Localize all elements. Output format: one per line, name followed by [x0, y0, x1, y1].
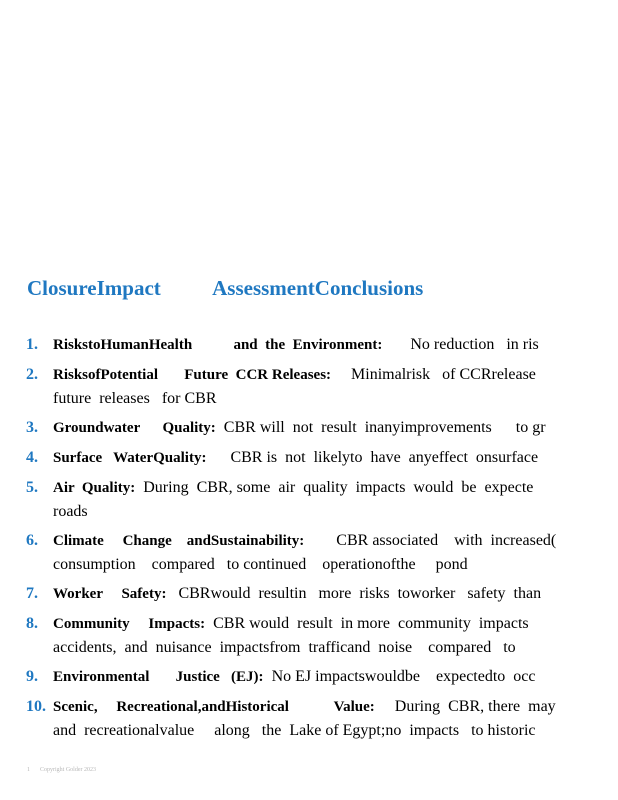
item-text: CBR will not result inanyimprovements to gr: [215, 419, 546, 436]
list-item: [0, 446, 618, 470]
item-continuation: roads: [53, 503, 88, 520]
item-text: CBRwould resultin more risks toworker safety than: [166, 585, 542, 602]
item-title: Air Quality:: [53, 480, 136, 496]
list-item: [0, 476, 618, 523]
item-line: [0, 333, 618, 357]
item-text: No EJ impactswouldbe expectedto occ: [263, 668, 536, 685]
item-line: [0, 446, 618, 470]
item-title: Groundwater Quality:: [53, 420, 216, 436]
item-number: 5.: [26, 479, 38, 496]
item-title: Worker Safety:: [53, 586, 167, 602]
item-continuation: and recreationalvalue along the Lake of Egypt;no impacts to historic: [53, 722, 536, 739]
item-line: [0, 612, 618, 636]
item-number: 7.: [26, 585, 38, 602]
item-title: Scenic, Recreational,andHistorical Value:: [53, 699, 375, 715]
list-item: [0, 695, 618, 742]
page-number: 1: [27, 767, 30, 773]
item-line: [0, 695, 618, 719]
item-title: Climate Change andSustainability:: [53, 533, 305, 549]
item-continuation: consumption compared to continued operationofthe pond: [53, 556, 468, 573]
item-text: During CBR, there may: [374, 698, 556, 715]
list-item: [0, 529, 618, 576]
item-number: 9.: [26, 668, 38, 685]
item-number: 8.: [26, 615, 38, 632]
item-line: [0, 529, 618, 553]
item-title: Environmental Justice (EJ):: [53, 669, 264, 685]
item-text: Minimalrisk of CCRrelease: [331, 366, 536, 383]
list-item: [0, 416, 618, 440]
item-text: CBR is not likelyto have anyeffect onsurface: [206, 449, 539, 466]
page-footer: [27, 767, 96, 773]
item-continuation: future releases for CBR: [53, 390, 217, 407]
item-line: [0, 416, 618, 440]
item-line: [0, 582, 618, 606]
item-line: [0, 363, 618, 387]
item-text: CBR would result in more community impacts: [205, 615, 529, 632]
list-item: [0, 333, 618, 357]
list-item: [0, 363, 618, 410]
footer-copyright: Copyright Golder 2023: [40, 767, 96, 773]
item-number: 4.: [26, 449, 38, 466]
item-line: [0, 665, 618, 689]
list-item: [0, 665, 618, 689]
item-text: CBR associated with increased(: [304, 532, 557, 549]
list-item: [0, 612, 618, 659]
item-line: [0, 476, 618, 500]
list-item: [0, 582, 618, 606]
item-title: RiskstoHumanHealth and the Environment:: [53, 337, 383, 353]
item-text: No reduction in ris: [382, 336, 539, 353]
item-number: 10.: [26, 698, 46, 715]
item-number: 3.: [26, 419, 38, 436]
item-number: 6.: [26, 532, 38, 549]
item-title: Community Impacts:: [53, 616, 206, 632]
item-number: 2.: [26, 366, 38, 383]
conclusions-list: [0, 333, 618, 748]
item-continuation: accidents, and nuisance impactsfrom trafficand noise compared to: [53, 639, 516, 656]
section-heading: ClosureImpact AssessmentConclusions: [27, 276, 424, 300]
item-title: RisksofPotential Future CCR Releases:: [53, 367, 332, 383]
item-title: Surface WaterQuality:: [53, 450, 207, 466]
item-text: During CBR, some air quality impacts would be expecte: [135, 479, 534, 496]
item-number: 1.: [26, 336, 38, 353]
